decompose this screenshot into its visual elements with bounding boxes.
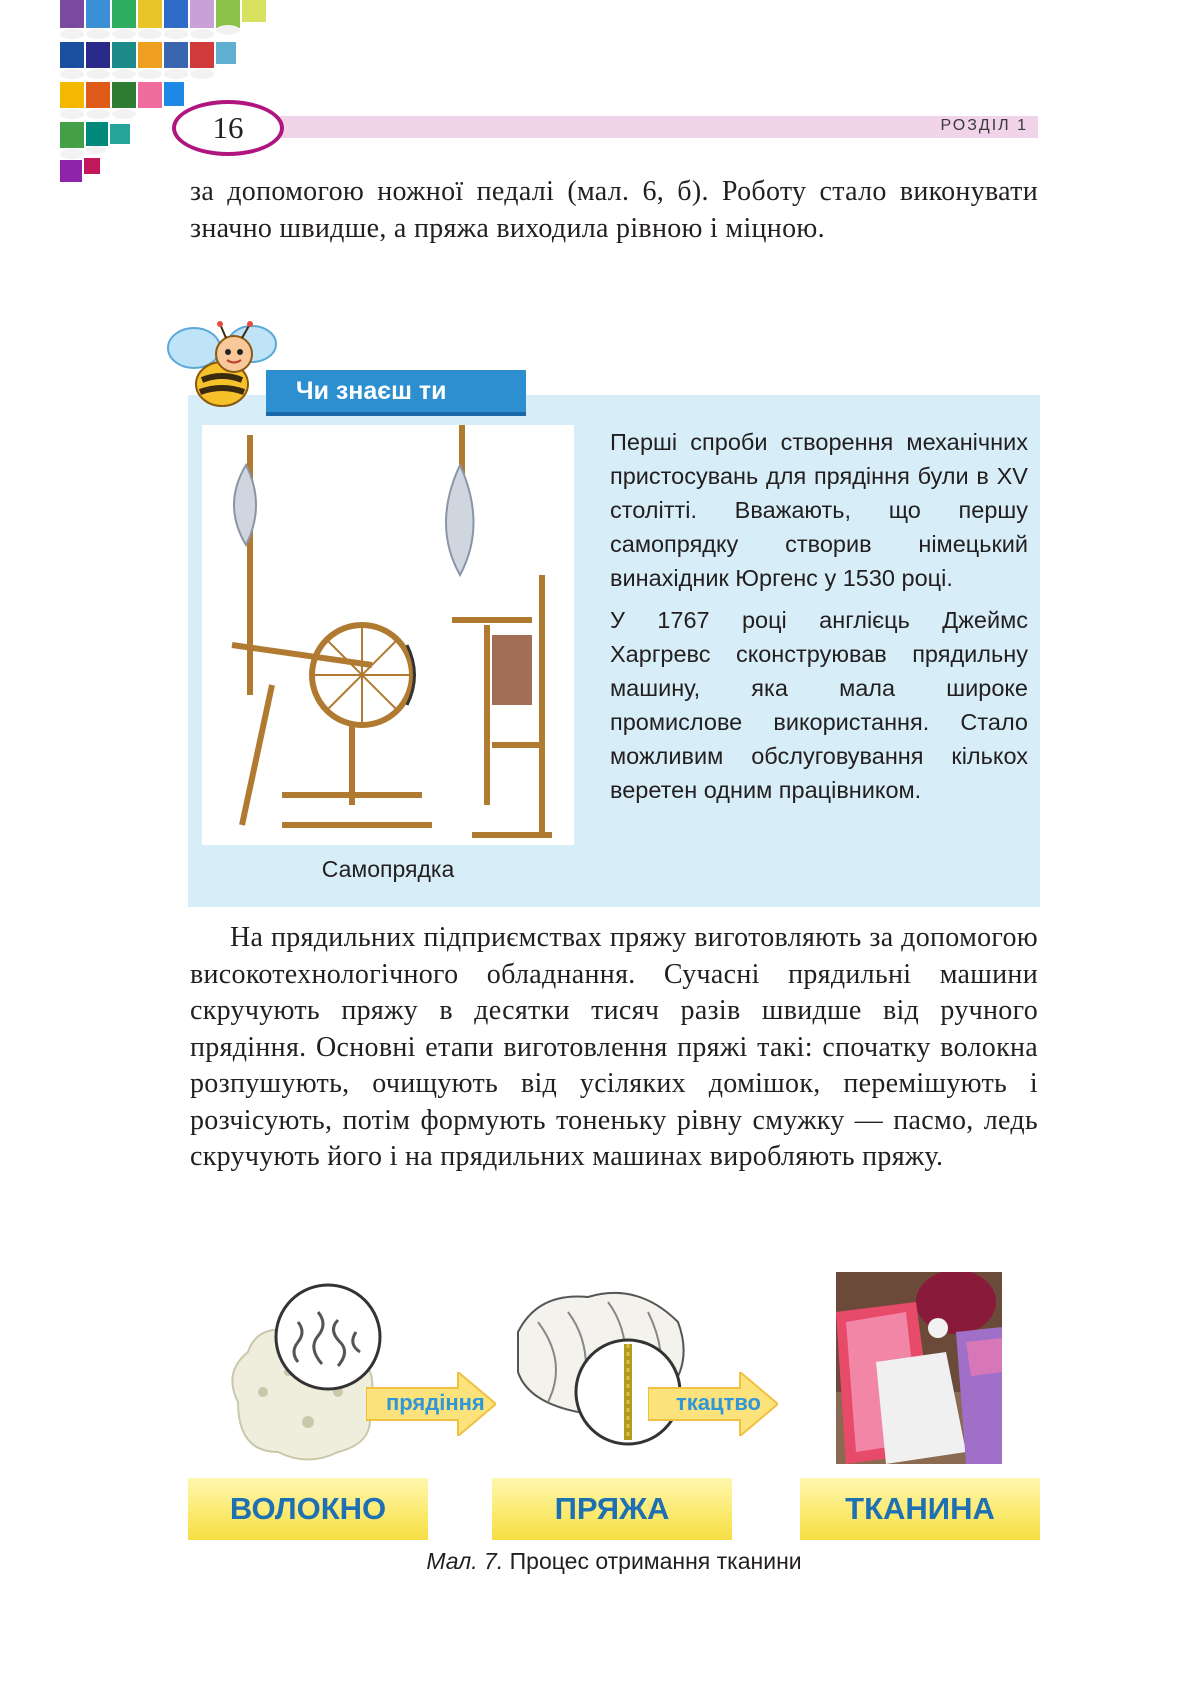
stage-fiber-label: ВОЛОКНО — [188, 1478, 428, 1540]
header-band — [268, 116, 1038, 138]
did-you-know-tab — [266, 370, 526, 416]
did-you-know-paragraph-2: У 1767 році англієць Джеймс Харгревс сконструював прядильну машину, яка мала широке промислове використання. Стало можливим обслуговування кількох веретен одним працівником. — [610, 607, 1028, 803]
arrow-label-spinning: прядіння — [386, 1390, 485, 1415]
page-number-badge — [172, 100, 284, 156]
process-figure — [188, 1272, 1040, 1542]
spinning-wheels-image — [202, 425, 574, 845]
body-paragraph-1 — [190, 174, 1038, 247]
body-paragraph-2 — [190, 920, 1038, 1176]
arrow-label-weaving: ткацтво — [676, 1390, 761, 1415]
figure-caption-text: Процес отримання тканини — [503, 1548, 802, 1574]
stage-fabric-label: ТКАНИНА — [800, 1478, 1040, 1540]
figure-caption-number: Мал. 7. — [426, 1548, 504, 1574]
paragraph-text: за допомогою ножної педалі (мал. 6, б). Роботу стало виконувати значно швидше, а пряжа виходила рівною і міцною. — [190, 176, 1038, 244]
stage-yarn-label: ПРЯЖА — [492, 1478, 732, 1540]
did-you-know-title: Чи знаєш ти — [296, 376, 447, 405]
page-number: 16 — [212, 110, 244, 145]
image-caption: Самопрядка — [321, 856, 455, 882]
paragraph-text: На прядильних підприємствах пряжу виготовляють за допомогою високотехнологічного обладнання. Сучасні прядильні машини скручують пряжу в десятки тисяч разів швидше від ручного прядіння. Основні етапи виготовлення пряжі такі: спочатку волокна розпушують, очищують від усіляких домішок, перемішують і розчісують, потім формують тоненьку рівну смужку — пасмо, ледь скручують його і на прядильних машинах виробляють пряжу. — [190, 922, 1038, 1172]
bee-mascot-icon — [164, 318, 284, 418]
fabric-image — [836, 1272, 1002, 1464]
section-label: РОЗДІЛ 1 — [940, 117, 1028, 134]
did-you-know-paragraph-1: Перші спроби створення механічних пристосувань для прядіння були в XV столітті. Вважають, що першу самопрядку створив німецький винахідник Юргенс у 1530 році. — [610, 429, 1028, 591]
figure-caption — [188, 1548, 1040, 1575]
did-you-know-text — [610, 425, 1028, 807]
